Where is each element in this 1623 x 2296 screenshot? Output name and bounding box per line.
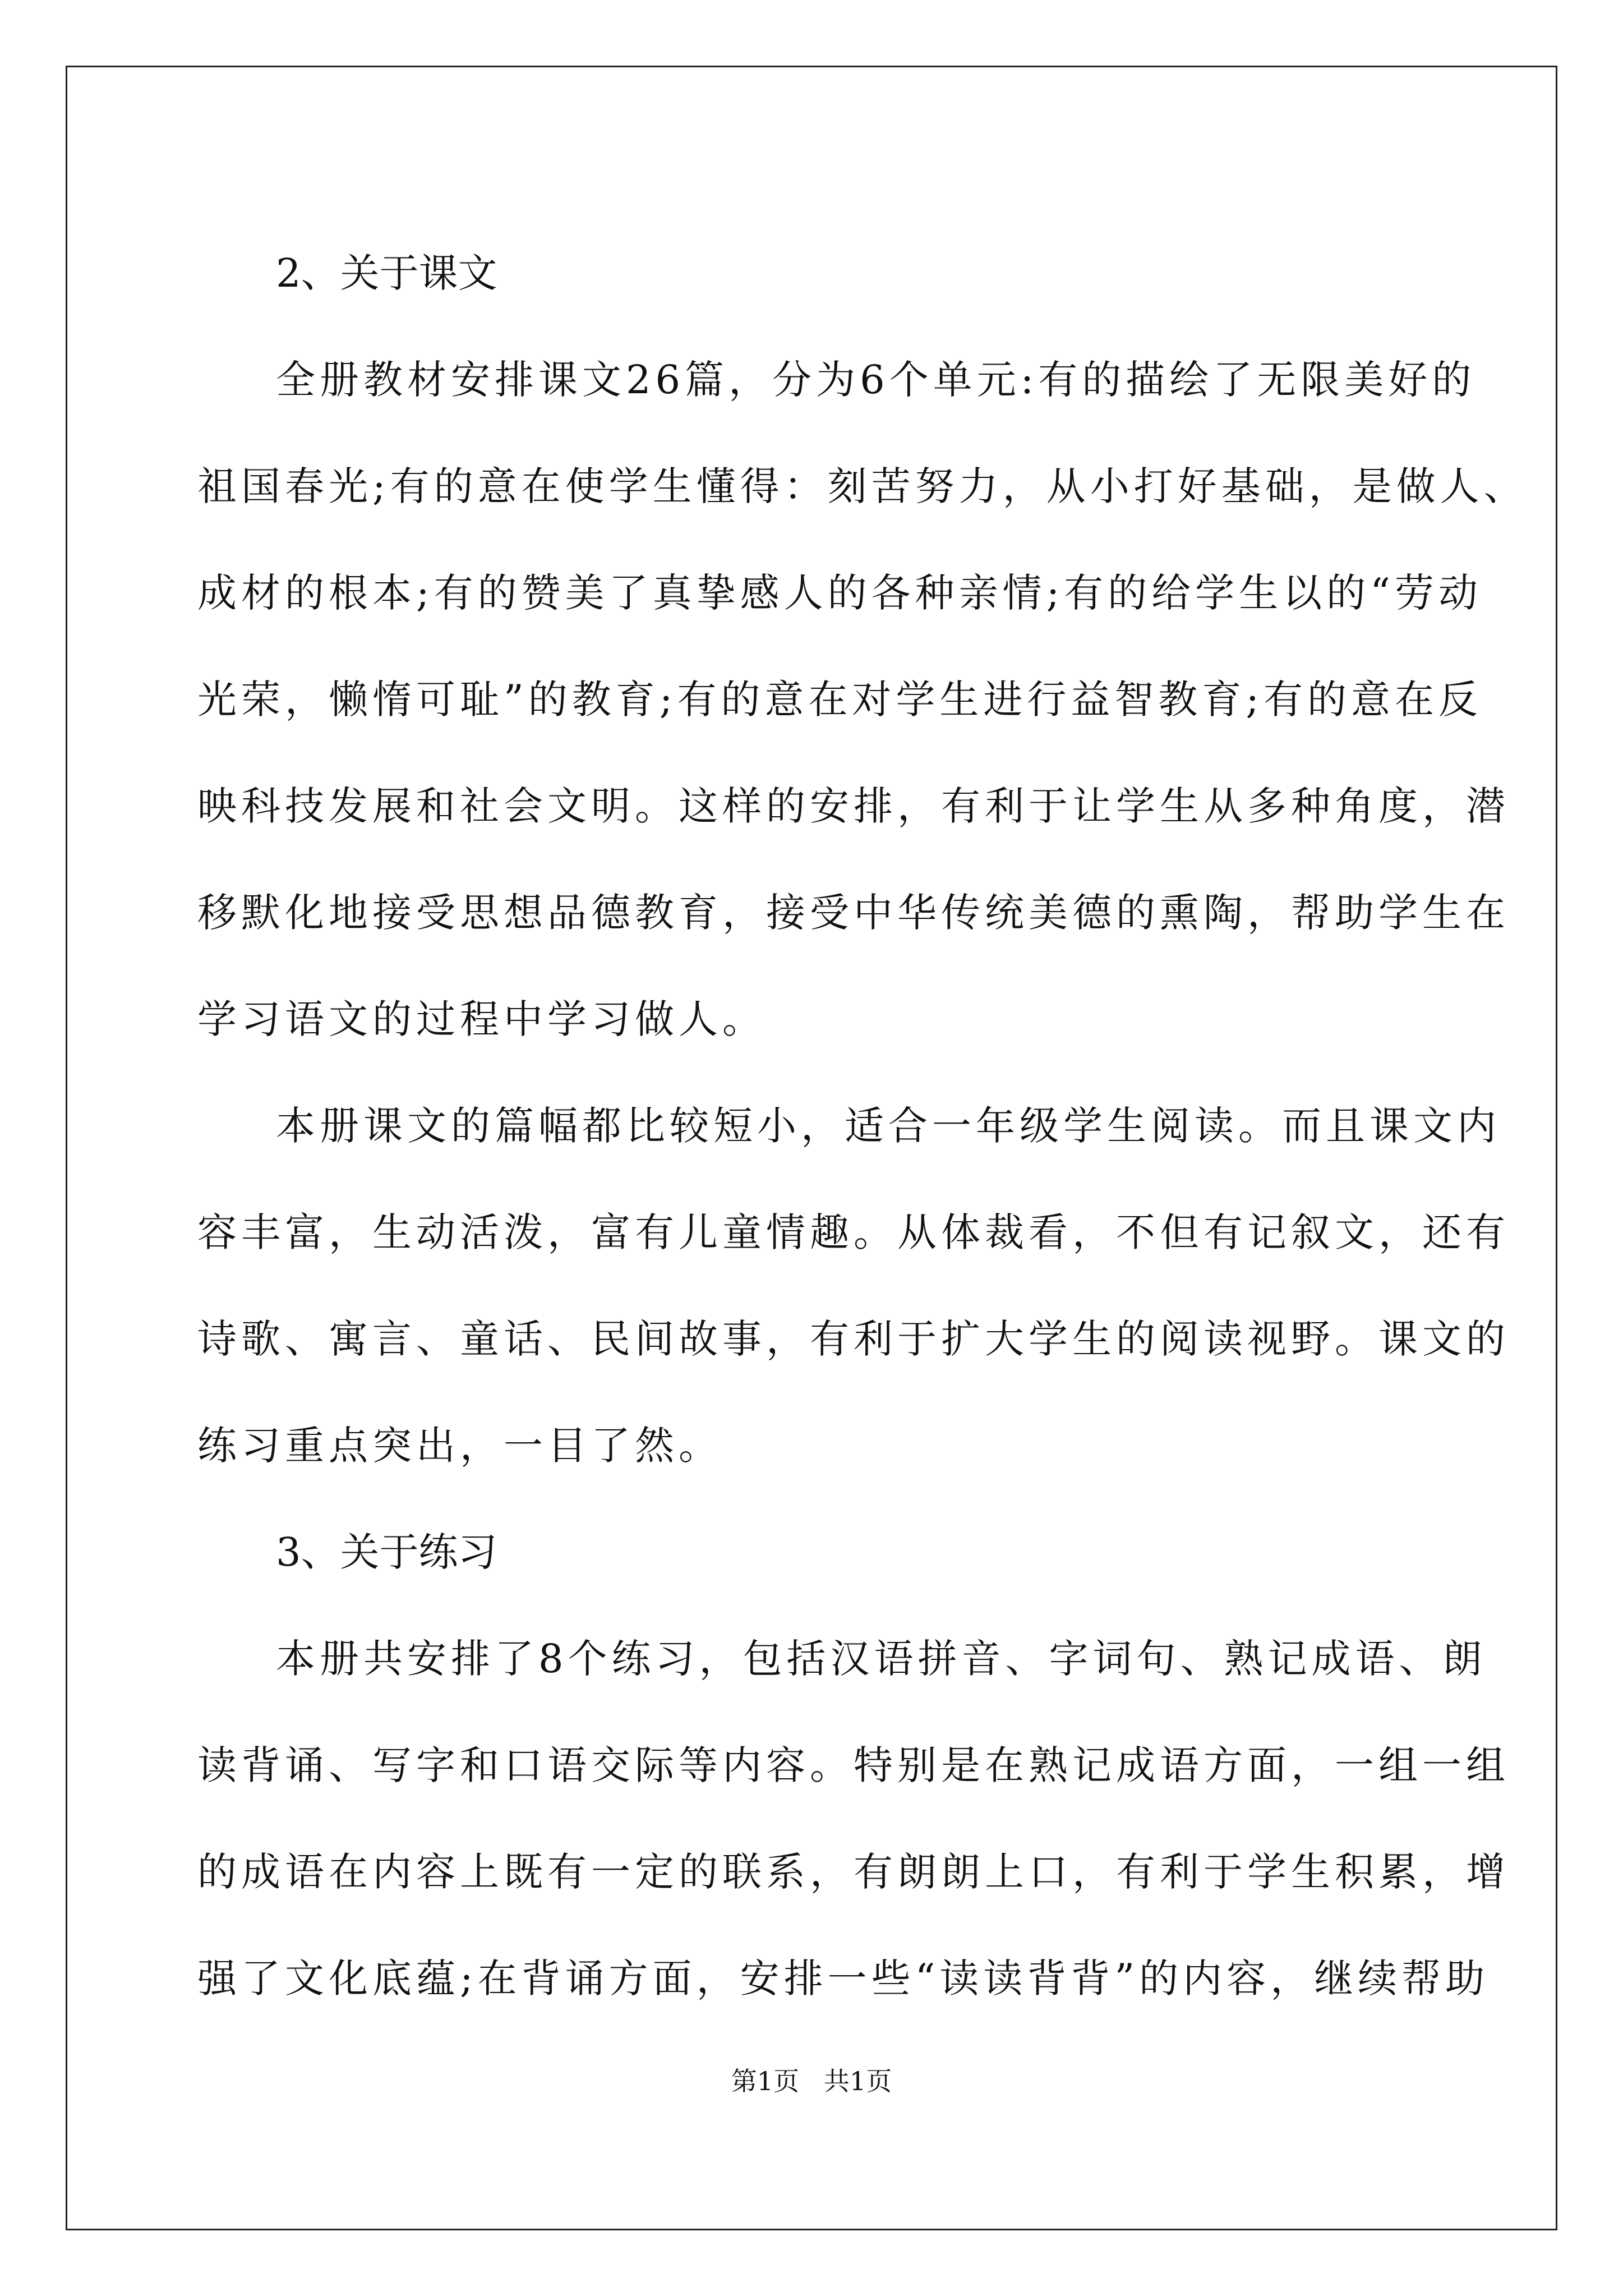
paragraph (197, 1073, 1510, 1499)
paragraph-line: 映科技发展和社会文明。这样的安排，有利于让学生从多种角度，潜 (197, 783, 1510, 829)
paragraph-line: 的成语在内容上既有一定的联系，有朗朗上口，有利于学生积累，增 (197, 1849, 1510, 1895)
section-heading: 3、关于练习 (276, 1529, 497, 1575)
paragraph-line: 成材的根本;有的赞美了真挚感人的各种亲情;有的给学生以的“劳动 (197, 570, 1482, 616)
paragraph-line: 诗歌、寓言、童话、民间故事，有利于扩大学生的阅读视野。课文的 (197, 1316, 1510, 1362)
paragraph (197, 326, 1528, 1073)
paragraph-line: 移默化地接受思想品德教育，接受中华传统美德的熏陶，帮助学生在 (197, 890, 1510, 936)
paragraph-line: 本册共安排了8个练习，包括汉语拼音、字词句、熟记成语、朗 (276, 1636, 1487, 1682)
paragraph-line: 本册课文的篇幅都比较短小，适合一年级学生阅读。而且课文内 (276, 1103, 1501, 1149)
paragraph-line: 全册教材安排课文26篇，分为6个单元:有的描绘了无限美好的 (276, 357, 1476, 403)
paragraph-line: 读背诵、写字和口语交际等内容。特别是在熟记成语方面，一组一组 (197, 1742, 1510, 1788)
document-body (197, 220, 1528, 2032)
paragraph (197, 1605, 1510, 2032)
paragraph-line: 学习语文的过程中学习做人。 (197, 996, 766, 1042)
paragraph-line: 强了文化底蕴;在背诵方面，安排一些“读读背背”的内容，继续帮助 (197, 1955, 1490, 2001)
paragraph-line: 容丰富，生动活泼，富有儿童情趣。从体裁看，不但有记叙文，还有 (197, 1209, 1510, 1255)
paragraph-line: 练习重点突出，一目了然。 (197, 1423, 722, 1469)
paragraph-line: 祖国春光;有的意在使学生懂得：刻苦努力，从小打好基础，是做人、 (197, 463, 1528, 509)
section-heading: 2、关于课文 (276, 250, 497, 296)
page-footer: 第1页 共1页 (731, 2066, 892, 2096)
paragraph-line: 光荣，懒惰可耻”的教育;有的意在对学生进行益智教育;有的意在反 (197, 677, 1482, 723)
